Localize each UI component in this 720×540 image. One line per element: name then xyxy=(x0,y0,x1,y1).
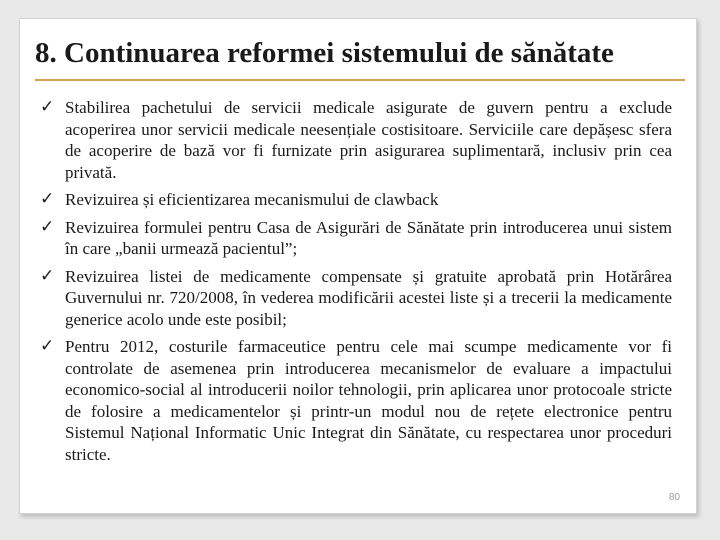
title-underline xyxy=(35,79,685,81)
checkmark-icon: ✓ xyxy=(40,216,55,237)
list-item xyxy=(40,336,672,465)
list-item-text: Stabilirea pachetului de servicii medicale asigurate de guvern pentru a exclude acoperirea unor servicii medicale neesențiale costisitoare. Serviciile care depășesc sfera de acoperire de bază vor fi furnizate prin asigurarea suplimentară, inclusiv prin cea privată. xyxy=(65,98,672,182)
list-item xyxy=(40,97,672,183)
slide-title: 8. Continuarea reformei sistemului de sănătate xyxy=(35,37,614,69)
list-item-text: Revizuirea listei de medicamente compensate și gratuite aprobată prin Hotărârea Guvernului nr. 720/2008, în vederea modificării acestei liste și a trecerii la medicamente generice acolo unde este posibil; xyxy=(65,266,672,329)
checkmark-icon: ✓ xyxy=(40,189,55,209)
checkmark-icon: ✓ xyxy=(40,336,55,356)
checkmark-icon: ✓ xyxy=(40,265,55,286)
list-item-text: Revizuirea formulei pentru Casa de Asigurări de Sănătate prin introducerea unui sistem în care „banii urmează pacientul”; xyxy=(65,217,672,258)
list-item-text: Pentru 2012, costurile farmaceutice pentru cele mai scumpe medicamente vor fi controlate de asemenea prin introducerea mecanismelor de evaluare a impactului economico-social al introducerii noilor tehnologii, prin aplicarea unor protocoale stricte de folosire a medicamentelor și printr-un modul nou de rețete electronice pentru Sistemul Național Informatic Unic Integrat din Sănătate, cu respectarea unor proceduri stricte. xyxy=(65,337,672,464)
list-item xyxy=(40,217,672,260)
checkmark-icon: ✓ xyxy=(40,97,55,117)
bullet-list xyxy=(40,97,672,471)
slide xyxy=(19,18,697,514)
list-item-text: Revizuirea și eficientizarea mecanismului de clawback xyxy=(65,190,439,209)
list-item xyxy=(40,189,672,211)
page-number: 80 xyxy=(668,492,680,503)
list-item xyxy=(40,266,672,331)
